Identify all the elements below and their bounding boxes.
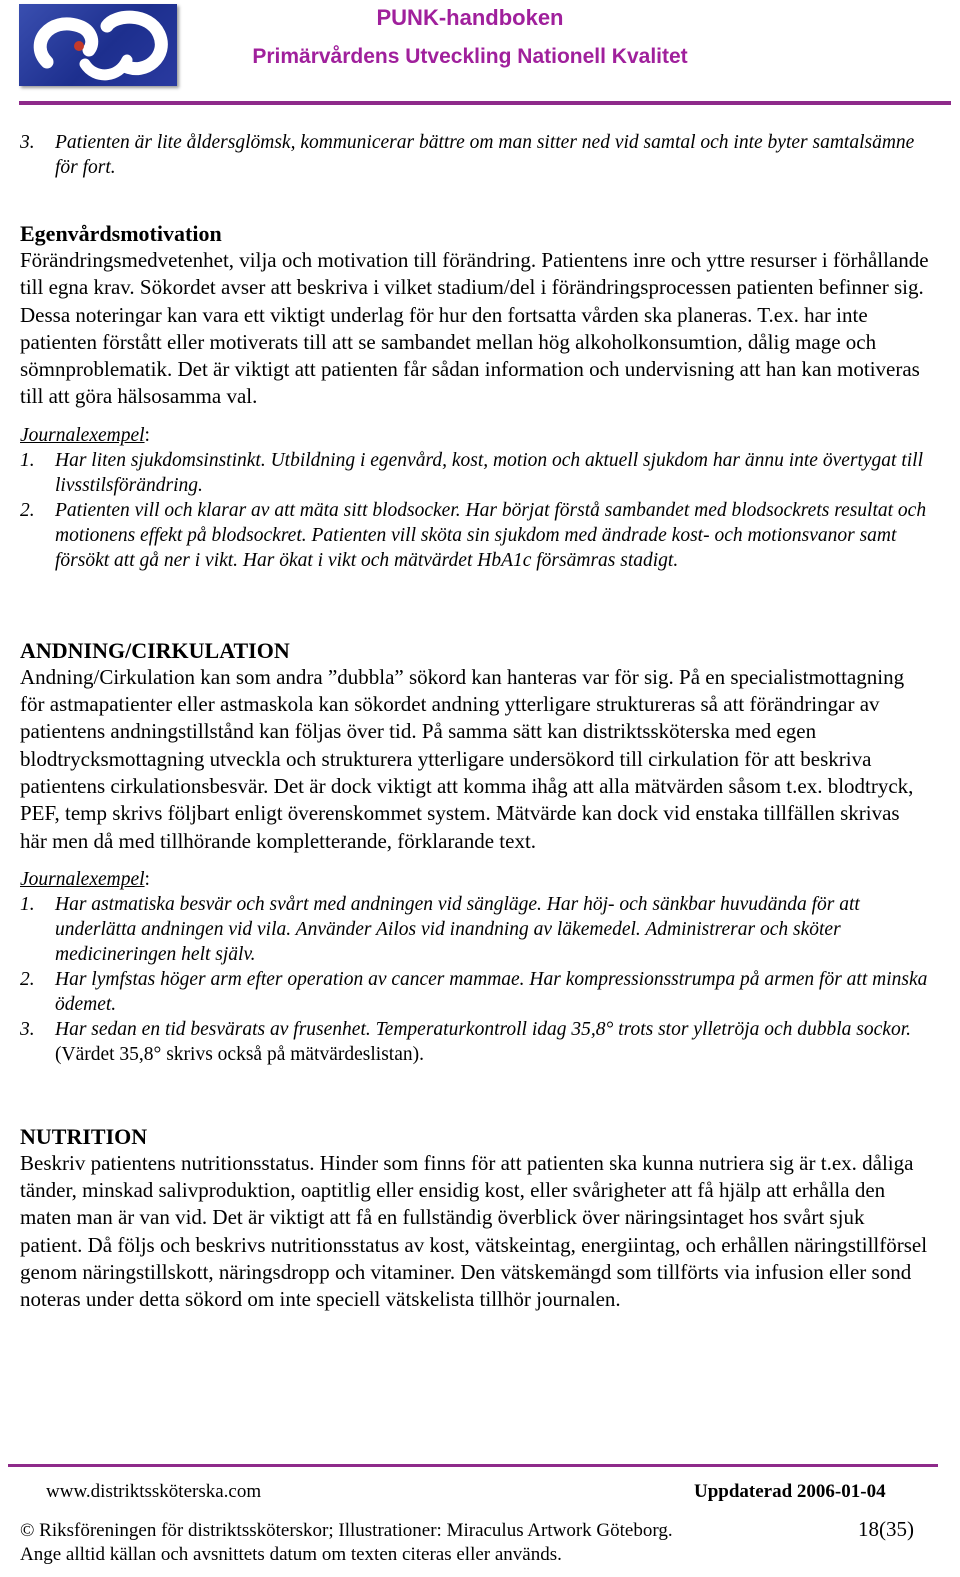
journal-label: Journalexempel: xyxy=(20,868,150,890)
footer-divider xyxy=(8,1464,938,1467)
footer-website-link[interactable]: www.distriktssköterska.com xyxy=(46,1481,262,1502)
item-number: 3. xyxy=(20,1018,35,1040)
list-item xyxy=(20,448,930,498)
item-text: Har sedan en tid besvärats av frusenhet. Temperaturkontroll idag 35,8° trots stor ylletröja och dubbla sockor. xyxy=(55,1018,912,1040)
item-number: 1. xyxy=(20,893,35,915)
journal-label-text: Journalexempel xyxy=(20,868,145,890)
list-item xyxy=(20,1017,930,1067)
item-text: Har liten sjukdomsinstinkt. Utbildning i egenvård, kost, motion och aktuell sjukdom har ännu inte övertygat till livsstilsförändring. xyxy=(55,449,924,496)
footer-copyright: © Riksföreningen för distriktssköterskor; Illustrationer: Miraculus Artwork Göteborg. xyxy=(20,1520,673,1541)
section-heading-andning: ANDNING/CIRKULATION xyxy=(20,637,290,663)
logo xyxy=(19,4,177,86)
item-number: 1. xyxy=(20,449,35,471)
item-number: 3. xyxy=(20,132,35,153)
document-title: PUNK-handboken xyxy=(376,5,564,30)
interlocking-circles-logo-icon xyxy=(19,4,177,86)
page-number: 18(35) xyxy=(858,1517,914,1541)
journal-label: Journalexempel: xyxy=(20,424,150,446)
list-item xyxy=(20,130,930,180)
list-item xyxy=(20,892,930,967)
section-body-nutrition: Beskriv patientens nutritionsstatus. Hinder som finns för att patienten ska kunna nutriera sig är t.ex. dåliga tänder, minskad salivproduktion, oaptitlig eller ensidig kost, eller svårigheter att få hjälp att erhålla den maten man är van vid. Det är viktigt att få en fullständig överblick över näringsintaget hos svårt sjuk patient. Då följs och beskrivs nutritionsstatus av kost, vätskeintag, energiintag, och erhållen näringstillförsel genom näringstillskott, näringsdropp och vitaminer. Den vätskemängd som tillförts via infusion eller sond noteras under detta sökord om inte speciell vätskelista tillhör journalen. xyxy=(20,1150,928,1312)
document-subtitle: Primärvårdens Utveckling Nationell Kvalitet xyxy=(252,45,688,68)
section-heading-egenvard: Egenvårdsmotivation xyxy=(20,221,222,246)
item-number: 2. xyxy=(20,499,35,521)
section-body-egenvard: Förändringsmedvetenhet, vilja och motivation till förändring. Patientens inre och yttre resurser i förhållande till egna krav. Sökordet avser att beskriva i vilket stadium/del i förändringsprocessen patienten befinner sig. Dessa noteringar kan vara ett viktigt underlag för hur den fortsatta vården ska planeras. T.ex. har inte patienten förstått eller motiverats till att se sambandet mellan hög alkoholkonsumtion, dålig mage och sömnproblematik. Det är viktigt att patienten får sådan information och undervisning att han kan motiveras till att göra hälsosamma val. xyxy=(20,248,929,409)
list-item xyxy=(20,967,930,1017)
item-text: Har lymfstas höger arm efter operation av cancer mammae. Har kompressionsstrumpa på armen för att minska ödemet. xyxy=(55,968,928,1015)
item-text: Patienten är lite åldersglömsk, kommunicerar bättre om man sitter ned vid samtal och inte byter samtalsämne för fort. xyxy=(55,132,915,178)
item-note: (Värdet 35,8° skrivs också på mätvärdeslistan). xyxy=(55,1043,424,1065)
journal-label-text: Journalexempel xyxy=(20,424,145,446)
section-heading-nutrition: NUTRITION xyxy=(20,1123,148,1149)
item-text: Har astmatiska besvär och svårt med andningen vid sängläge. Har höj- och sänkbar huvudända för att underlätta andningen vid vila. Använder Ailos vid inandning av läkemedel. Administrerar och sköter medicineringen helt själv. xyxy=(55,893,860,965)
footer-citation-note: Ange alltid källan och avsnittets datum om texten citeras eller används. xyxy=(20,1544,562,1565)
header-divider xyxy=(19,101,951,105)
item-number: 2. xyxy=(20,968,35,990)
list-item xyxy=(20,498,930,573)
item-text: Patienten vill och klarar av att mäta sitt blodsocker. Har börjat förstå sambandet med blodsockrets resultat och motionens effekt på blodsockret. Patienten vill sköta sin sjukdom med ändrade kost- och motionsvanor samt försökt att gå ner i vikt. Har ökat i vikt och mätvärdet HbA1c försämras stadigt. xyxy=(55,499,927,571)
section-body-andning: Andning/Cirkulation kan som andra ”dubbla” sökord kan hanteras var för sig. På en specialistmottagning för astmapatienter eller astmaskola kan sökordet andning ytterligare struktureras så att förändringar av patientens andningstillstånd kan följas över tid. På samma sätt kan distriktssköterska med egen blodtrycksmottagning utveckla och strukturera ytterligare undersökord till cirkulation för att beskriva patientens cirkulationsbesvär. Det är dock viktigt att komma ihåg att alla mätvärden såsom t.ex. blodtryck, PEF, temp skrivs följbart enligt överenskommet system. Mätvärde kan dock vid enstaka tillfällen skrivas här men då med tillhörande kompletterande, förklarande text. xyxy=(20,664,914,853)
page-content xyxy=(20,130,930,1314)
footer-updated-date: Uppdaterad 2006-01-04 xyxy=(694,1481,886,1502)
